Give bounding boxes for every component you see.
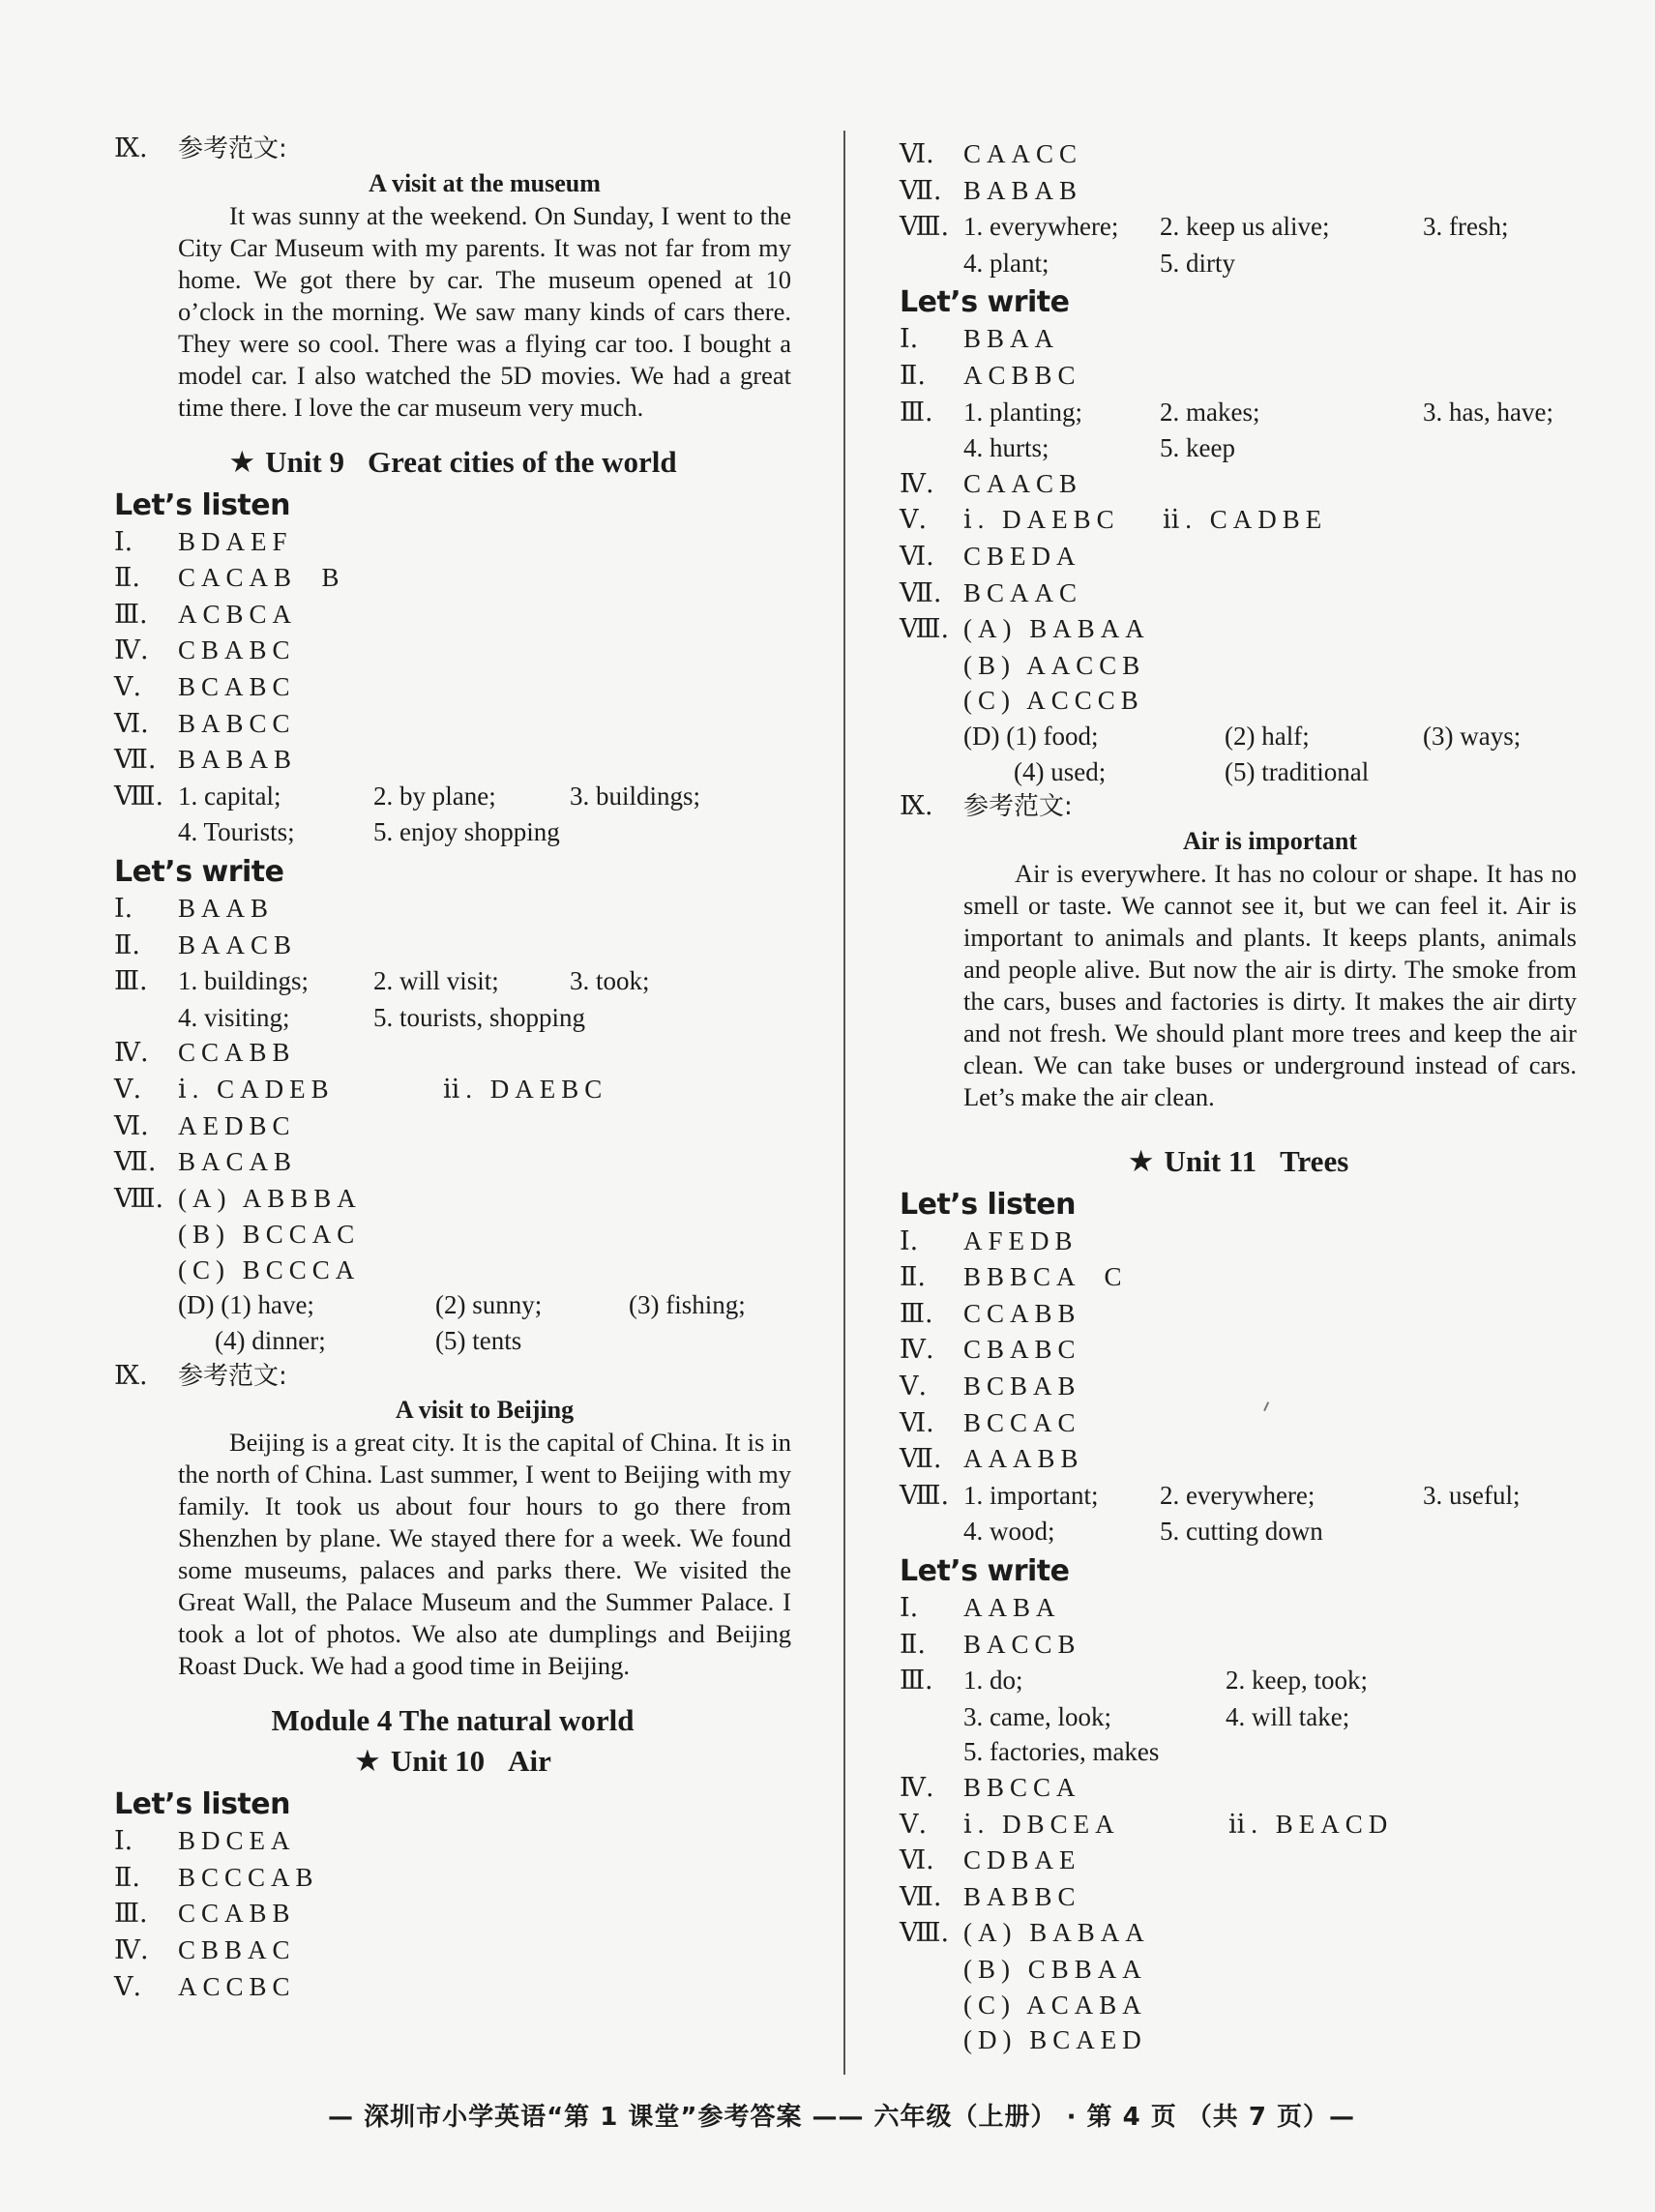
answer-word: (4) used; (1014, 756, 1107, 786)
item-number: Ⅷ. (900, 1918, 950, 1949)
answer-word: 4. hurts; (963, 433, 1049, 463)
answer-word: (D) (1) have; (178, 1290, 314, 1320)
answer-sequence: AEDBC (178, 1110, 296, 1140)
item-number: Ⅱ. (900, 1629, 926, 1660)
item-number: Ⅱ. (114, 929, 140, 960)
answer-sequence: CAACC (963, 139, 1083, 168)
answer-word: (5) traditional (1225, 756, 1370, 786)
item-number: Ⅲ. (900, 397, 933, 428)
answer-sequence: (C) ACCCB (963, 686, 1144, 716)
sample-essay-label: 参考范文: (178, 1361, 287, 1391)
answer-word: 5. tourists, shopping (373, 1002, 586, 1032)
answer-sequence: (B) AACCB (963, 650, 1146, 680)
left-column (114, 132, 791, 2005)
item-number: Ⅳ. (900, 1335, 934, 1366)
item-number: Ⅱ. (900, 360, 926, 391)
unit-name: Trees (1280, 1143, 1349, 1178)
column-divider (843, 131, 845, 2075)
section-heading: Let’s write (114, 854, 284, 889)
item-number: Ⅰ. (114, 1826, 133, 1857)
answer-sequence: BACCB (963, 1629, 1081, 1659)
sample-essay-label: 参考范文: (178, 134, 287, 163)
answer-word: 4. will take; (1226, 1701, 1350, 1731)
answer-word: 4. wood; (963, 1517, 1055, 1547)
essay-title: A visit to Beijing (395, 1396, 575, 1425)
answer-sequence: ⅰ. DBCEA (963, 1809, 1120, 1839)
answer-sequence: (C) ACABA (963, 1990, 1147, 2020)
answer-word: 4. plant; (963, 248, 1049, 278)
answer-sequence: AFEDB (963, 1225, 1079, 1255)
answer-word: 2. will visit; (373, 966, 499, 996)
answer-sequence: BBBCA C (963, 1262, 1128, 1292)
answer-sequence: BCCCAB (178, 1862, 319, 1892)
answer-sequence: CDBAE (963, 1845, 1081, 1875)
item-number: Ⅱ. (114, 1862, 140, 1893)
answer-word: (3) ways; (1423, 721, 1522, 751)
answer-sequence: BDAEF (178, 526, 293, 556)
answer-sequence: BCCAC (963, 1407, 1081, 1437)
answer-sequence: (A) BABAA (963, 614, 1150, 644)
item-number: Ⅳ. (114, 1935, 149, 1966)
answer-sequence: BABCC (178, 708, 296, 738)
answer-word: 2. makes; (1160, 397, 1260, 427)
item-number: Ⅸ. (900, 791, 933, 822)
essay-text: It was sunny at the weekend. On Sunday, I went to the City Car Museum with my parents. It was not far from my home. We got there by car. The museum opened at 10 o’clock in the morning. We saw many kinds of cars there. They were so cool. There was a flying car too. I bought a model car. I also watched the 5D movies. We had a great time there. I love the car museum very much. (178, 200, 791, 422)
answer-word: 4. Tourists; (178, 817, 295, 847)
answer-sequence: ⅰ. CADEB (178, 1074, 335, 1104)
item-number: Ⅳ. (900, 468, 934, 499)
item-number: Ⅳ. (900, 1773, 934, 1803)
item-number: Ⅵ. (900, 1845, 934, 1876)
item-number: Ⅴ. (114, 1074, 142, 1105)
answer-sequence: BABBC (963, 1881, 1081, 1911)
essay-title: Air is important (1182, 826, 1358, 855)
unit-heading (114, 1740, 791, 1783)
essay-text: Beijing is a great city. It is the capital of China. It is in the north of China. Last summer, I went to Beijing with my family. It took us about four hours to go there from Shenzhen by plane. We stayed there for a week. We found some museums, palaces and parks there. We visited the Great Wall, the Palace Museum and the Summer Palace. I took a lot of photos. We also ate dumplings and Beijing Roast Duck. We had a good time in Beijing. (178, 1428, 791, 1681)
answer-sequence: (C) BCCCA (178, 1254, 361, 1284)
answer-word: 1. do; (963, 1666, 1023, 1696)
page-footer: — 深圳市小学英语“第 1 课堂”参考答案 —— 六年级（上册） · 第 4 页 （共 7 页）— (328, 2103, 1355, 2132)
star-icon: ★ (228, 444, 256, 480)
answer-sequence: BAAB (178, 893, 275, 923)
answer-word: (2) sunny; (435, 1290, 543, 1320)
item-number: Ⅷ. (114, 1183, 164, 1214)
answer-word: 5. cutting down (1160, 1517, 1323, 1547)
unit-heading (114, 441, 791, 484)
sample-essay-label: 参考范文: (963, 792, 1073, 822)
right-column (900, 136, 1577, 2058)
item-number: Ⅲ. (114, 599, 148, 630)
unit-heading (900, 1140, 1577, 1183)
answer-sequence: BCBAB (963, 1371, 1081, 1401)
answer-word: 5. dirty (1160, 248, 1235, 278)
answer-word: 5. keep (1160, 433, 1235, 463)
answer-sequence: ⅱ. BEACD (1228, 1809, 1394, 1839)
answer-word: 3. buildings; (570, 781, 701, 811)
answer-sequence: ACBCA (178, 599, 298, 629)
answer-word: (4) dinner; (215, 1326, 326, 1356)
answer-word: (3) fishing; (629, 1290, 746, 1320)
unit-name: Great cities of the world (367, 444, 677, 479)
item-number: Ⅵ. (114, 1110, 149, 1141)
answer-sequence: CCABB (178, 1899, 296, 1929)
item-number: Ⅴ. (114, 1971, 142, 2002)
item-number: Ⅷ. (900, 212, 950, 243)
answer-sequence: ⅰ. DAEBC (963, 505, 1120, 535)
answer-word: (2) half; (1225, 721, 1310, 751)
answer-word: 3. came, look; (963, 1701, 1111, 1731)
item-number: Ⅶ. (900, 175, 942, 206)
answer-word: (5) tents (435, 1326, 522, 1356)
item-number: Ⅶ. (114, 1147, 157, 1178)
answer-word: 5. enjoy shopping (373, 817, 560, 847)
answer-sequence: CBABC (963, 1335, 1081, 1365)
answer-word: 1. everywhere; (963, 212, 1119, 242)
item-number: Ⅳ. (114, 1038, 149, 1069)
answer-word: 1. buildings; (178, 966, 310, 996)
item-number: Ⅷ. (900, 1480, 950, 1511)
answer-sequence: AAABB (963, 1444, 1084, 1474)
answer-sequence: ACCBC (178, 1971, 296, 2001)
answer-word: 3. has, have; (1423, 397, 1553, 427)
answer-sequence: ACBBC (963, 360, 1081, 390)
answer-sequence: CBBAC (178, 1935, 296, 1965)
answer-word: 2. keep, took; (1226, 1666, 1368, 1696)
item-number: Ⅶ. (900, 577, 942, 608)
item-number: Ⅴ. (900, 1809, 928, 1840)
item-number: Ⅸ. (114, 133, 148, 163)
item-number: Ⅱ. (900, 1262, 926, 1293)
item-number: Ⅷ. (900, 614, 950, 645)
answer-sequence: BCABC (178, 671, 296, 701)
answer-row (114, 132, 791, 167)
answer-sequence: BDCEA (178, 1826, 296, 1856)
item-number: Ⅰ. (900, 324, 919, 355)
unit-number: Unit 11 (1164, 1143, 1257, 1178)
answer-sequence: (A) BABAA (963, 1918, 1150, 1948)
item-number: Ⅲ. (114, 966, 148, 997)
unit-name: Air (508, 1744, 551, 1779)
answer-sequence: CCABB (178, 1038, 296, 1068)
item-number: Ⅴ. (114, 671, 142, 702)
answer-sequence: (D) BCAED (963, 2025, 1147, 2055)
answer-sequence: CCABB (963, 1298, 1081, 1328)
answer-sequence: (A) ABBBA (178, 1183, 362, 1213)
item-number: Ⅱ. (114, 563, 140, 594)
item-number: Ⅷ. (114, 781, 164, 811)
item-number: Ⅵ. (114, 708, 149, 739)
answer-word: 4. visiting; (178, 1002, 290, 1032)
answer-sequence: BABAB (963, 175, 1083, 205)
section-heading: Let’s write (900, 285, 1070, 320)
item-number: Ⅰ. (114, 893, 133, 924)
item-number: Ⅶ. (900, 1444, 942, 1475)
item-number: Ⅴ. (900, 1371, 928, 1402)
item-number: Ⅶ. (900, 1881, 942, 1912)
item-number: Ⅰ. (900, 1593, 919, 1624)
answer-sequence: BABAB (178, 745, 298, 775)
answer-word: 3. useful; (1423, 1480, 1521, 1510)
answer-word: 2. by plane; (373, 781, 496, 811)
answer-word: 3. fresh; (1423, 212, 1509, 242)
item-number: Ⅰ. (900, 1225, 919, 1256)
item-number: Ⅰ. (114, 526, 133, 557)
section-heading: Let’s listen (114, 1787, 290, 1822)
answer-sequence: CBABC (178, 635, 296, 665)
item-number: Ⅲ. (900, 1298, 933, 1329)
unit-number: Unit 9 (265, 444, 344, 479)
answer-word: 3. took; (570, 966, 650, 996)
item-number: Ⅵ. (900, 541, 934, 572)
answer-word: 1. important; (963, 1480, 1099, 1510)
answer-word: 1. planting; (963, 397, 1082, 427)
answer-sequence: CBEDA (963, 541, 1081, 571)
answer-sequence: BCAAC (963, 577, 1083, 607)
section-heading: Let’s write (900, 1554, 1070, 1589)
answer-sequence: BACAB (178, 1147, 298, 1177)
section-heading: Let’s listen (114, 487, 290, 522)
answer-sequence: BAACB (178, 929, 298, 959)
item-number: Ⅶ. (114, 745, 157, 776)
answer-sequence: ⅱ. DAEBC (443, 1074, 608, 1104)
answer-word: (D) (1) food; (963, 721, 1099, 751)
answer-sequence: BBAA (963, 324, 1060, 354)
answer-word: 2. keep us alive; (1160, 212, 1330, 242)
answer-word: 2. everywhere; (1160, 1480, 1315, 1510)
unit-number: Unit 10 (390, 1744, 486, 1779)
item-number: Ⅲ. (900, 1666, 933, 1696)
essay-title: A visit at the museum (369, 168, 601, 197)
item-number: Ⅵ. (900, 139, 934, 169)
star-icon: ★ (1127, 1143, 1155, 1179)
answer-sequence: CACAB B (178, 563, 345, 593)
answer-word: 5. factories, makes (963, 1737, 1160, 1767)
item-number: Ⅲ. (114, 1899, 148, 1930)
section-heading: Let’s listen (900, 1187, 1076, 1222)
answer-sequence: (B) BCCAC (178, 1220, 361, 1250)
item-number: Ⅳ. (114, 635, 149, 666)
item-number: Ⅴ. (900, 505, 928, 536)
item-number: Ⅵ. (900, 1407, 934, 1438)
answer-word: 1. capital; (178, 781, 281, 811)
answer-sequence: (B) CBBAA (963, 1954, 1147, 1984)
module-heading: Module 4 The natural world (271, 1703, 635, 1738)
star-icon: ★ (354, 1744, 381, 1780)
item-number: Ⅸ. (114, 1360, 148, 1391)
answer-sequence: ⅱ. CADBE (1163, 505, 1328, 535)
answer-sequence: BBCCA (963, 1773, 1081, 1802)
essay-text: Air is everywhere. It has no colour or shape. It has no smell or taste. We cannot see it, but we can feel it. Air is important to animals and plants. It keeps plants, animals and people alive. But now the air is dirty. The smoke from the cars, buses and factories is dirty. It makes the air dirty and not fresh. We should plant more trees and keep the air clean. We can take buses or underground instead of cars. Let’s make the air clean. (963, 858, 1577, 1111)
answer-sequence: AABA (963, 1593, 1061, 1623)
answer-sequence: CAACB (963, 468, 1083, 498)
